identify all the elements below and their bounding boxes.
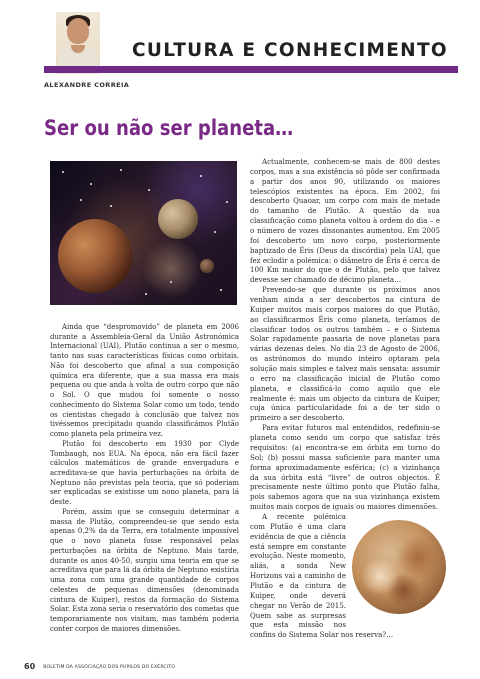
page-number: 60 — [24, 662, 36, 671]
header-bar — [44, 66, 458, 73]
moon-small — [200, 259, 214, 273]
planet-medium — [158, 199, 198, 239]
paragraph: Prevendo-se que durante os próximos anos venham ainda a ser descobertos na cintura de Kuiper muitos mais corpos maiores do que Plutão, ao classificarmos Éris como planeta, teríamos de classificar todos os outros também – e o Sistema Solar rapidamente passaria de nove planetas para várias dezenas deles. No dia 23 de Agosto de 2006, os astrónomos do mundo inteiro optaram pela solução mais simples e talvez mais sensata: assumir o erro na classificação inicial de Plutão como planeta, e classificá-lo como aquilo que ele realmente é: mais um objecto da cintura de Kuiper, cuja única particularidade foi a de ter sido o primeiro a ser descoberto. — [250, 285, 440, 423]
article-title: Ser ou não ser planeta… — [44, 116, 294, 141]
paragraph: Porém, assim que se conseguiu determinar a massa de Plutão, compreendeu-se que sendo esta apenas 0,2% da da Terra, era totalmente impossível que o novo planeta fosse responsável pelas perturbações na órbita de Neptuno. Mais tarde, durante os anos 40-50, surgiu uma teoria em que se acreditava que para lá da órbita de Neptuno existiria uma zona com uma grande quantidade de corpos celestes de pequenas dimensões (denominada cintura de Kuiper), restos da formação do Sistema Solar. Esta zona seria o reservatório dos cometas que temporariamente nos visitam, mas também poderia conter corpos de maiores dimensões. — [50, 507, 239, 633]
paragraph: Plutão foi descoberto em 1930 por Clyde Tombaugh, nos EUA. Na época, não era fácil fazer cálculos matemáticos de grande envergadura e acreditava-se que havia perturbações na órbita de Neptuno não previstas pela teoria, que só poderiam ser explicadas se existisse um nono planeta, para lá deste. — [50, 439, 239, 507]
left-column — [50, 323, 239, 643]
paragraph: Ainda que “despromovido” de planeta em 2006 durante a Assembleia-Geral da União Astronómica Internacional (UAI), Plutão continua a ser o mesmo, tanto nas suas características físicas como orbitais. Não foi descoberto que afinal a sua composição química era diferente, que a sua massa era mais pequena ou que anda à volta de outro corpo que não o Sol. O que mudou foi somente o nosso conhecimento do Sistema Solar como um todo, tendo os cientistas chegado à conclusão que talvez nos tivéssemos precipitado quando classificámos Plutão como planeta pela primeira vez. — [50, 323, 239, 439]
paragraph: A recente polémica com Plutão é uma clara evidência de que a ciência está sempre em constante evolução. Neste momento, aliás, a sonda New Horizons vai a caminho de Plutão e da cintura de Kuiper, onde deverá chegar no Verão de 2015. Quem sabe as surpresas que esta missão nos confins do Sistema Solar nos reserva?… — [250, 511, 394, 640]
pluto-image — [352, 520, 444, 624]
author-name: ALEXANDRE CORREIA — [44, 81, 130, 89]
page-footer — [24, 654, 175, 673]
solar-system-illustration — [50, 161, 237, 305]
publication-name: BOLETIM DA ASSOCIAÇÃO DOS PUPILOS DO EXÉRCITO — [43, 665, 176, 670]
paragraph: Para evitar futuros mal entendidos, redefiniu-se planeta como sendo um corpo que satisfaz três requisitos: (a) encontra-se em órbita em torno do Sol; (b) possui massa suficiente para manter uma forma aproximadamente esférica; (c) a vizinhança da sua órbita está “livre” de outros objectos. É precisamente neste último ponto que Plutão falha, pois sabemos agora que na sua vizinhança existem muitos mais corpos de iguais ou maiores dimensões. — [250, 423, 440, 512]
right-column — [250, 157, 440, 645]
planet-large — [58, 219, 132, 293]
section-title: CULTURA E CONHECIMENTO — [132, 40, 448, 61]
paragraph: Actualmente, conhecem-se mais de 800 destes corpos, mas a sua existência só pôde ser confirmada a partir dos anos 90, utilizando os maiores telescópios existentes na época. Em 2002, foi descoberto Quaoar, um corpo com mais de metade do tamanho de Plutão. A questão da sua classificação como planeta voltou à ordem do dia – e o número de vozes dissonantes aumentou. Em 2005 foi descoberto um novo corpo, posteriormente baptizado de Éris (Deus da discórdia) pela UAI, que fez eclodir a polémica: o diâmetro de Éris é cerca de 100 Km maior do que o de Plutão, pelo que talvez devesse ser chamado de décimo planeta… — [250, 157, 440, 285]
author-photo — [56, 12, 100, 74]
